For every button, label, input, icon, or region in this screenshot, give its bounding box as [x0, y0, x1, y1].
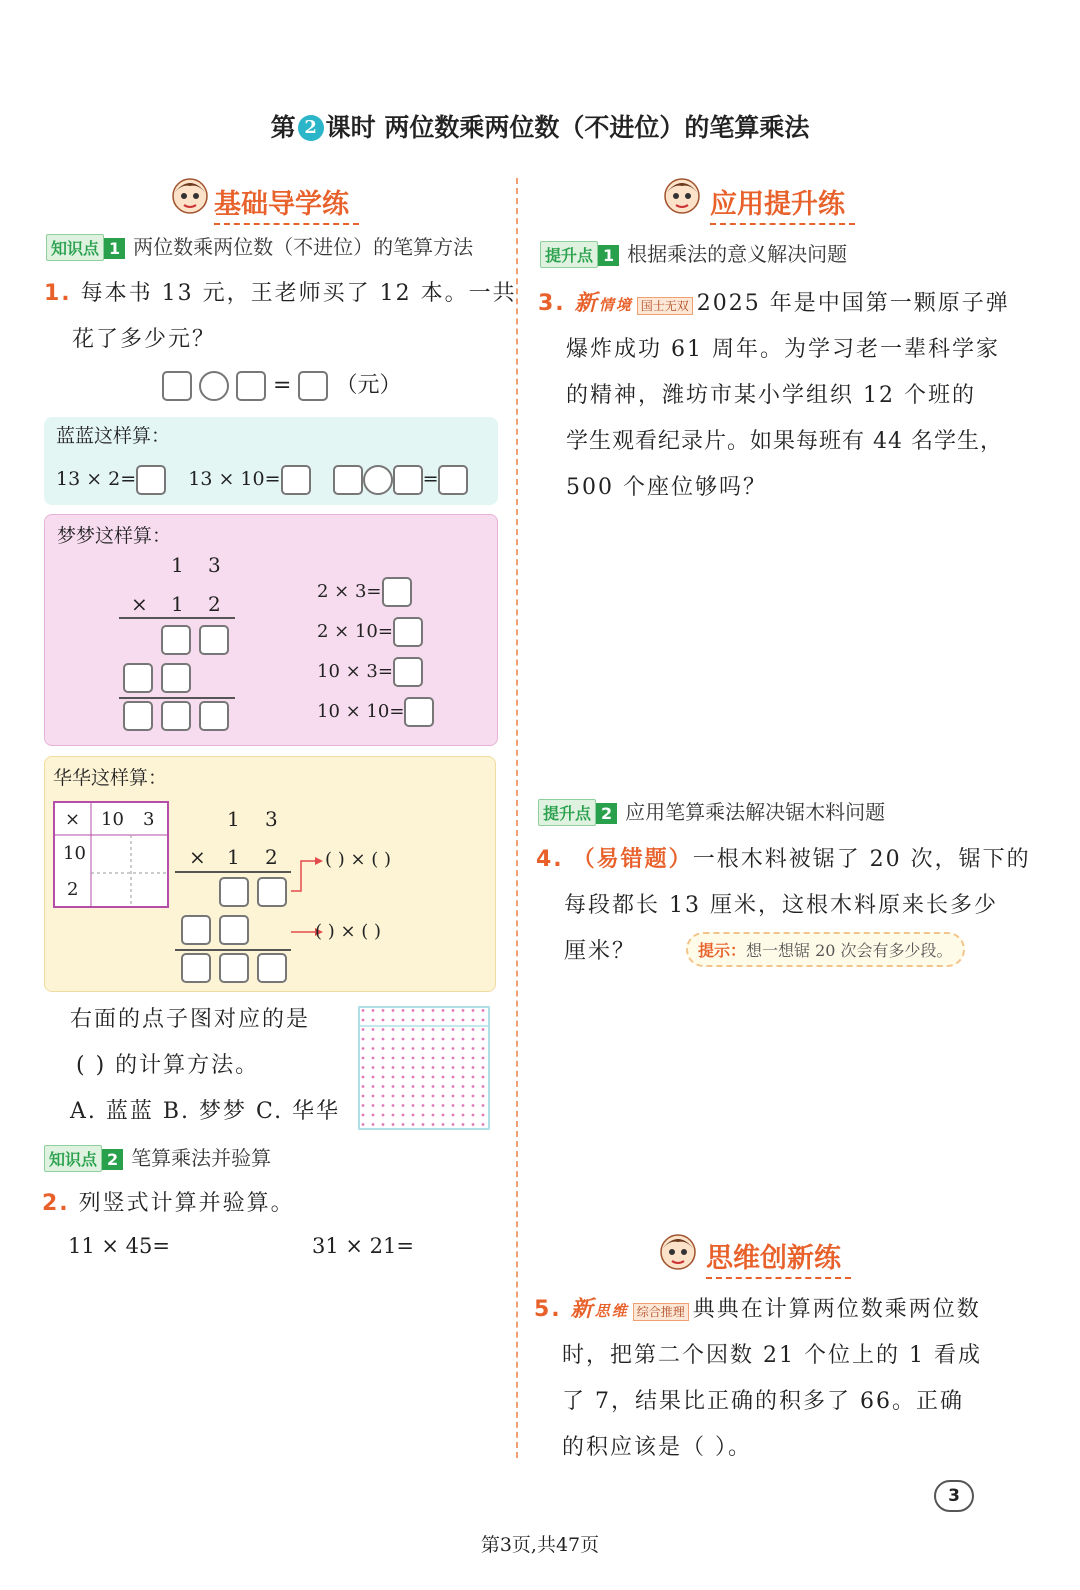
topic-tag: 国士无双	[637, 297, 693, 315]
question-text-line: 花了多少元？	[72, 327, 217, 352]
answer-box[interactable]	[123, 663, 153, 693]
cartoon-boy-icon	[656, 1230, 700, 1274]
question-text-line: 爆炸成功 61 周年。为学习老一辈科学家	[566, 337, 1000, 362]
operator-circle[interactable]	[199, 371, 229, 401]
times-sign: ×	[131, 592, 148, 616]
question-text-line: 了 7，结果比正确的积多了 66。正确	[562, 1389, 964, 1414]
tp-tag: 提升点	[538, 799, 596, 826]
vertical-calc-line	[175, 871, 291, 873]
lanlan-label: 蓝蓝这样算：	[56, 425, 171, 447]
hint-text: 想一想锯 20 次会有多少段。	[746, 941, 953, 960]
column-divider	[516, 178, 518, 1458]
equation-text: 2 × 3=	[317, 581, 382, 602]
question-5	[534, 1292, 981, 1323]
grid-row-label: 10	[63, 843, 86, 864]
answer-box[interactable]	[123, 701, 153, 731]
dot-array-diagram	[358, 1006, 490, 1130]
digit: 1	[171, 592, 184, 616]
question-text-line: 每段都长 13 厘米，这根木料原来长多少	[564, 893, 998, 918]
answer-box[interactable]	[257, 877, 287, 907]
huahua-panel	[44, 756, 496, 992]
question-3	[538, 286, 1010, 317]
improve-point-1	[540, 238, 847, 268]
factor-blank: ( ) × ( )	[325, 849, 392, 870]
context-badge: 思维	[594, 1302, 629, 1320]
answer-box[interactable]	[161, 625, 191, 655]
answer-box[interactable]	[393, 465, 423, 495]
question-text-line: 2025 年是中国第一颗原子弹	[696, 291, 1010, 316]
question-text-line: 500 个座位够吗？	[566, 475, 767, 500]
question-number: 1.	[44, 281, 72, 306]
title-pre: 第	[270, 113, 296, 142]
dot-question-line: 右面的点子图对应的是	[70, 1007, 311, 1032]
equation-text: 13 × 2=	[56, 468, 137, 490]
mengmeng-eq	[317, 577, 412, 607]
new-badge: 新	[570, 1297, 595, 1322]
section-applied-practice: 应用提升练	[710, 182, 855, 225]
question-text-line: 一根木料被锯了 20 次，锯下的	[692, 847, 1031, 872]
arrow-icon	[289, 853, 325, 897]
answer-box[interactable]	[181, 953, 211, 983]
answer-box[interactable]	[219, 915, 249, 945]
question-text-line: 典典在计算两位数乘两位数	[692, 1297, 981, 1322]
section-thinking-innovation: 思维创新练	[706, 1236, 851, 1279]
unit-label: （元）	[335, 373, 402, 398]
hint-label: 提示：	[698, 941, 747, 960]
answer-options: A. 蓝蓝 B. 梦梦 C. 华华	[70, 1099, 341, 1124]
knowledge-point-1	[46, 231, 473, 261]
equation-text: 10 × 10=	[317, 701, 405, 722]
answer-box[interactable]	[281, 465, 311, 495]
q1-equation: = （元）	[162, 368, 401, 401]
answer-box[interactable]	[219, 953, 249, 983]
digit: 1	[227, 807, 240, 831]
lanlan-equations: 13 × 2= 13 × 10= =	[56, 465, 468, 495]
answer-box[interactable]	[382, 577, 412, 607]
kp-tag: 知识点	[46, 234, 104, 261]
huahua-label: 华华这样算：	[53, 767, 168, 789]
answer-box[interactable]	[404, 697, 434, 727]
tp-text: 根据乘法的意义解决问题	[627, 242, 848, 266]
answer-box[interactable]	[393, 657, 423, 687]
context-badge: 情境	[598, 296, 633, 314]
question-2	[42, 1186, 295, 1217]
answer-box[interactable]	[438, 465, 468, 495]
answer-box[interactable]	[298, 371, 328, 401]
answer-box[interactable]	[199, 625, 229, 655]
digit: 2	[265, 845, 278, 869]
digit: 3	[265, 807, 278, 831]
tp-tag: 提升点	[540, 241, 598, 268]
calc-item-b: 31 × 21=	[312, 1234, 414, 1258]
tp-text: 应用笔算乘法解决锯木料问题	[625, 800, 886, 824]
question-text-line: 厘米？	[564, 939, 637, 964]
digit: 1	[171, 553, 184, 577]
grid-header: 3	[143, 809, 155, 830]
grid-row-label: 2	[67, 879, 79, 900]
equation-text: 13 × 10=	[188, 468, 281, 490]
new-badge: 新	[574, 291, 599, 316]
knowledge-point-2	[44, 1142, 271, 1172]
digit: 1	[227, 845, 240, 869]
grid-header: ×	[65, 809, 81, 830]
times-sign: ×	[189, 845, 206, 869]
answer-box[interactable]	[236, 371, 266, 401]
tp-num: 1	[598, 245, 619, 266]
kp-tag: 知识点	[44, 1145, 102, 1172]
dot-question-line: ( ) 的计算方法。	[76, 1053, 260, 1078]
answer-box[interactable]	[257, 953, 287, 983]
digit: 2	[208, 592, 221, 616]
topic-tag: 综合推理	[633, 1303, 689, 1321]
question-number: 4.	[536, 847, 564, 872]
question-number: 3.	[538, 291, 566, 316]
question-text-line: 的积应该是（ ）。	[562, 1435, 752, 1460]
grid-header: 10	[101, 809, 124, 830]
lanlan-panel	[44, 417, 498, 505]
answer-box[interactable]	[333, 465, 363, 495]
mengmeng-eq	[317, 697, 434, 727]
question-text-line: 每本书 13 元，王老师买了 12 本。一共	[80, 281, 517, 306]
question-text-line: 学生观看纪录片。如果每班有 44 名学生，	[566, 429, 1003, 454]
question-text-line: 的精神，潍坊市某小学组织 12 个班的	[566, 383, 976, 408]
answer-box[interactable]	[219, 877, 249, 907]
answer-box[interactable]	[136, 465, 166, 495]
error-prone-badge: （易错题）	[572, 846, 693, 872]
digit: 3	[208, 553, 221, 577]
answer-box[interactable]	[162, 371, 192, 401]
question-text-line: 时，把第二个因数 21 个位上的 1 看成	[562, 1343, 982, 1368]
mengmeng-label: 梦梦这样算：	[57, 525, 172, 547]
question-number: 2.	[42, 1191, 70, 1216]
question-number: 5.	[534, 1297, 562, 1322]
equation-text: 10 × 3=	[317, 661, 393, 682]
answer-box[interactable]	[161, 663, 191, 693]
page-number-badge: 3	[934, 1480, 974, 1512]
section-basic-practice: 基础导学练	[214, 182, 359, 225]
cartoon-boy-icon	[168, 174, 212, 218]
kp-num: 2	[102, 1149, 123, 1170]
kp-text: 笔算乘法并验算	[131, 1146, 272, 1170]
answer-box[interactable]	[199, 701, 229, 731]
mengmeng-eq	[317, 657, 423, 687]
question-1	[44, 276, 517, 307]
mengmeng-eq	[317, 617, 423, 647]
page-footer: 第3页,共47页	[480, 1534, 600, 1556]
factor-blank: ( ) × ( )	[315, 921, 382, 942]
answer-box[interactable]	[181, 915, 211, 945]
tp-num: 2	[596, 803, 617, 824]
question-text: 列竖式计算并验算。	[78, 1191, 295, 1216]
improve-point-2	[538, 796, 885, 826]
answer-box[interactable]	[393, 617, 423, 647]
title-text: 课时 两位数乘两位数（不进位）的笔算乘法	[325, 113, 810, 142]
vertical-calc-line	[119, 617, 235, 619]
kp-num: 1	[104, 238, 125, 259]
question-4	[536, 842, 1031, 873]
answer-box[interactable]	[161, 701, 191, 731]
lesson-number-badge: 2	[298, 115, 324, 141]
kp-text: 两位数乘两位数（不进位）的笔算方法	[133, 235, 474, 259]
calc-item-a: 11 × 45=	[68, 1234, 170, 1258]
operator-circle[interactable]	[363, 465, 393, 495]
equation-text: 2 × 10=	[317, 621, 393, 642]
vertical-calc-line	[119, 697, 235, 699]
hint-box	[686, 932, 965, 967]
vertical-calc-line	[175, 949, 291, 951]
cartoon-boy-icon	[660, 174, 704, 218]
lesson-title	[0, 108, 1080, 144]
mengmeng-panel	[44, 514, 498, 746]
